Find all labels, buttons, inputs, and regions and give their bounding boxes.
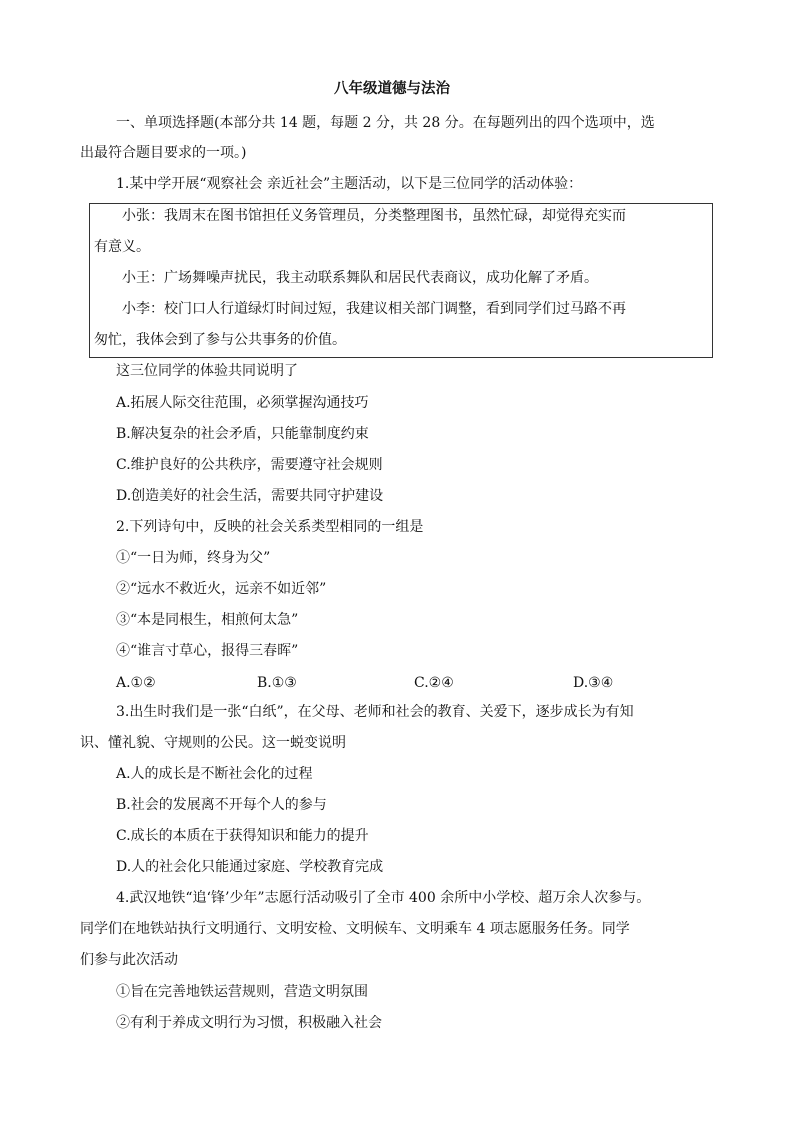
question-1-stem: 1.某中学开展“观察社会 亲近社会”主题活动，以下是三位同学的活动体验： [116,176,583,192]
question-4-stem-line2: 同学们在地铁站执行文明通行、文明安检、文明候车、文明乘车 4 项志愿服务任务。同学 [80,921,630,937]
material-zhang-line1: 小张：我周末在图书馆担任义务管理员，分类整理图书，虽然忙碌，却觉得充实而 [122,208,626,224]
question-3-stem-line1: 3.出生时我们是一张“白纸”，在父母、老师和社会的教育、关爱下，逐步成长为有知 [116,704,634,720]
question-2-stem: 2.下列诗句中，反映的社会关系类型相同的一组是 [116,519,424,535]
question-2-item-2: ②“远水不救近火，远亲不如近邻” [116,581,327,597]
question-3-option-c: C.成长的本质在于获得知识和能力的提升 [116,828,369,844]
question-4-item-1: ①旨在完善地铁运营规则，营造文明氛围 [116,984,368,1000]
question-4-stem-line3: 们参与此次活动 [80,952,178,968]
question-1-prompt: 这三位同学的体验共同说明了 [116,363,298,379]
question-4-item-2: ②有利于养成文明行为习惯，积极融入社会 [116,1015,382,1031]
question-2-item-1: ①“一日为师，终身为父” [116,550,271,566]
question-3-option-a: A.人的成长是不断社会化的过程 [116,766,313,782]
material-li-line1: 小李：校门口人行道绿灯时间过短，我建议相关部门调整，看到同学们过马路不再 [122,301,626,317]
material-wang: 小王：广场舞噪声扰民，我主动联系舞队和居民代表商议，成功化解了矛盾。 [122,270,598,286]
section-instruction-line2: 出最符合题目要求的一项。) [80,145,247,161]
question-2-choice-b: B.①③ [257,675,297,691]
question-2-choice-a: A.①② [116,675,156,691]
question-1-option-b: B.解决复杂的社会矛盾，只能靠制度约束 [116,426,369,442]
question-2-choice-c: C.②④ [414,675,454,691]
material-li-line2: 匆忙，我体会到了参与公共事务的价值。 [94,332,346,348]
page-title: 八年级道德与法治 [334,80,450,97]
question-3-stem-line2: 识、懂礼貌、守规则的公民。这一蜕变说明 [80,735,346,751]
question-3-option-d: D.人的社会化只能通过家庭、学校教育完成 [116,859,384,875]
question-2-choice-d: D.③④ [573,675,614,691]
question-4-stem-line1: 4.武汉地铁“追‘锋’少年”志愿行活动吸引了全市 400 余所中小学校、超万余人次参与。 [116,890,651,906]
question-1-option-a: A.拓展人际交往范围，必须掌握沟通技巧 [116,395,369,411]
section-instruction-line1: 一、单项选择题(本部分共 14 题，每题 2 分，共 28 分。在每题列出的四个选项中，选 [116,115,655,131]
question-2-item-4: ④“谁言寸草心，报得三春晖” [116,643,299,659]
material-zhang-line2: 有意义。 [94,239,150,255]
question-2-item-3: ③“本是同根生，相煎何太急” [116,612,299,628]
question-3-option-b: B.社会的发展离不开每个人的参与 [116,797,327,813]
question-1-option-d: D.创造美好的社会生活，需要共同守护建设 [116,488,384,504]
question-1-option-c: C.维护良好的公共秩序，需要遵守社会规则 [116,457,383,473]
